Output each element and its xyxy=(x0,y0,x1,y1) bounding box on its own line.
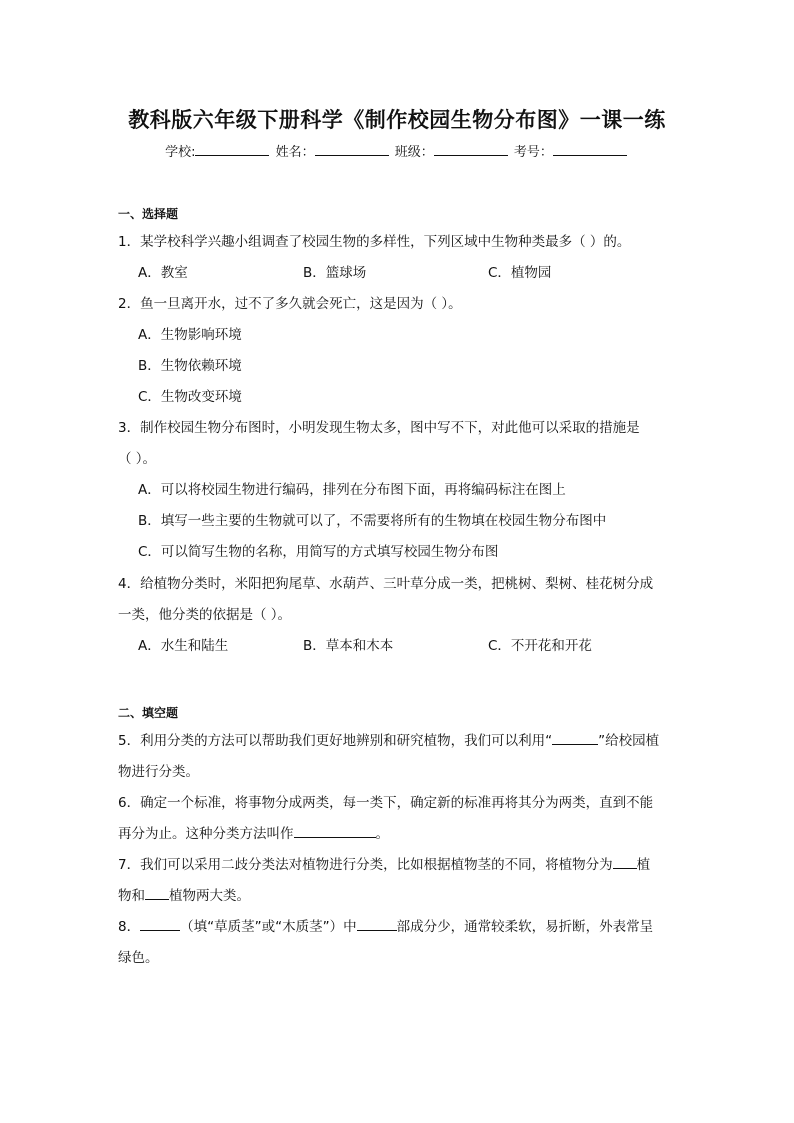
question-2-option-a[interactable]: A．生物影响环境 xyxy=(138,327,242,343)
page-title: 教科版六年级下册科学《制作校园生物分布图》一课一练 xyxy=(128,107,666,132)
section-choice-heading: 一、选择题 xyxy=(118,207,179,221)
question-2-text: 2．鱼一旦离开水，过不了多久就会死亡，这是因为（ ）。 xyxy=(118,296,462,312)
question-8-blank-2[interactable] xyxy=(357,918,397,931)
question-8-blank-1[interactable] xyxy=(140,918,180,931)
question-4-option-c[interactable]: C．不开花和开花 xyxy=(488,638,592,654)
question-6-blank[interactable] xyxy=(294,825,376,838)
name-label: 姓名： xyxy=(275,145,315,160)
question-1-text: 1．某学校科学兴趣小组调查了校园生物的多样性，下列区域中生物种类最多（ ）的。 xyxy=(118,234,631,250)
question-8-number: 8． xyxy=(118,919,141,935)
question-5-text-b: ”给校园植 xyxy=(598,733,660,749)
question-2-option-b[interactable]: B．生物依赖环境 xyxy=(138,358,242,374)
question-7-line1 xyxy=(118,853,650,873)
question-7-blank-1[interactable] xyxy=(613,856,637,869)
question-1-option-b[interactable]: B．篮球场 xyxy=(303,265,367,281)
student-info-line xyxy=(0,141,794,160)
question-1-option-c[interactable]: C．植物园 xyxy=(488,265,552,281)
question-6-text-b: 。 xyxy=(375,826,389,842)
question-5-blank[interactable] xyxy=(552,732,598,745)
question-8-line2: 绿色。 xyxy=(118,950,159,966)
question-4-option-b[interactable]: B．草本和木本 xyxy=(303,638,394,654)
question-8-line1 xyxy=(118,915,653,935)
question-7-text-d: 植物两大类。 xyxy=(169,888,250,904)
class-label: 班级： xyxy=(394,145,434,160)
question-3-text-line2: （ ）。 xyxy=(118,451,157,467)
question-6-line2 xyxy=(118,822,389,842)
question-3-option-b[interactable]: B．填写一些主要的生物就可以了，不需要将所有的生物填在校园生物分布图中 xyxy=(138,513,607,529)
school-blank[interactable] xyxy=(195,143,269,156)
question-2-option-c[interactable]: C．生物改变环境 xyxy=(138,389,242,405)
question-4-text-line1: 4．给植物分类时，米阳把狗尾草、水葫芦、三叶草分成一类，把桃树、梨树、桂花树分成 xyxy=(118,576,654,592)
school-label: 学校: xyxy=(165,145,196,160)
question-4-option-a[interactable]: A．水生和陆生 xyxy=(138,638,229,654)
question-8-text-b: 部成分少，通常较柔软，易折断，外表常呈 xyxy=(396,919,654,935)
question-3-option-c[interactable]: C．可以简写生物的名称，用简写的方式填写校园生物分布图 xyxy=(138,544,499,560)
number-blank[interactable] xyxy=(553,143,627,156)
question-1-option-a[interactable]: A．教室 xyxy=(138,265,188,281)
question-3-option-a[interactable]: A．可以将校园生物进行编码，排列在分布图下面，再将编码标注在图上 xyxy=(138,482,566,498)
question-5-line1 xyxy=(118,729,659,749)
number-label: 考号： xyxy=(513,145,553,160)
question-6-line1: 6．确定一个标准，将事物分成两类，每一类下，确定新的标准再将其分为两类，直到不能 xyxy=(118,795,654,811)
question-7-text-a: 7．我们可以采用二歧分类法对植物进行分类，比如根据植物茎的不同，将植物分为 xyxy=(118,857,613,873)
question-5-text-a: 5．利用分类的方法可以帮助我们更好地辨别和研究植物，我们可以利用“ xyxy=(118,733,553,749)
class-blank[interactable] xyxy=(434,143,508,156)
question-7-blank-2[interactable] xyxy=(145,887,169,900)
question-4-text-line2: 一类，他分类的依据是（ ）。 xyxy=(118,607,292,623)
section-fill-heading: 二、填空题 xyxy=(118,706,179,720)
name-blank[interactable] xyxy=(315,143,389,156)
question-6-text-a: 再分为止。这种分类方法叫作 xyxy=(118,826,294,842)
question-7-line2 xyxy=(118,884,250,904)
question-5-line2: 物进行分类。 xyxy=(118,764,199,780)
question-7-text-c: 物和 xyxy=(118,888,145,904)
question-3-text-line1: 3．制作校园生物分布图时，小明发现生物太多，图中写不下，对此他可以采取的措施是 xyxy=(118,420,640,436)
question-7-text-b: 植 xyxy=(636,857,651,873)
question-8-text-a: （填“草质茎”或“木质茎”）中 xyxy=(180,919,357,935)
